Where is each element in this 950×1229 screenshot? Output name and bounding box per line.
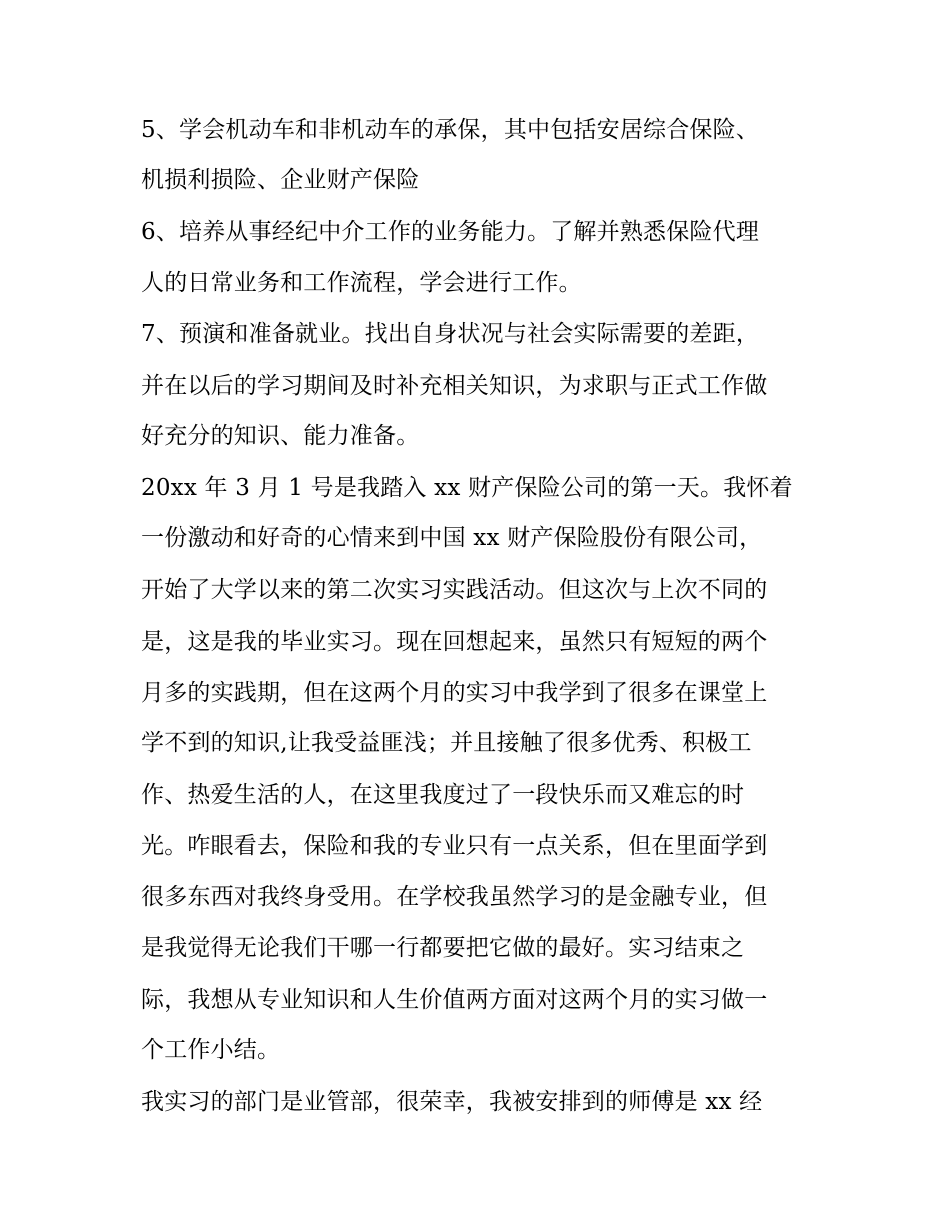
text-line: 是，这是我的毕业实习。现在回想起来，虽然只有短短的两个 <box>141 629 768 655</box>
text-line: 学不到的知识,让我受益匪浅；并且接触了很多优秀、积极工 <box>141 730 752 756</box>
text-line: 很多东西对我终身受用。在学校我虽然学习的是金融专业，但 <box>141 884 768 910</box>
text-line: 人的日常业务和工作流程，学会进行工作。 <box>141 270 582 296</box>
text-line: 月多的实践期，但在这两个月的实习中我学到了很多在课堂上 <box>141 680 768 706</box>
text-line: 作、热爱生活的人，在这里我度过了一段快乐而又难忘的时 <box>141 782 745 808</box>
text-line: 6、培养从事经纪中介工作的业务能力。了解并熟悉保险代理 <box>141 219 760 245</box>
text-line: 光。咋眼看去，保险和我的专业只有一点关系，但在里面学到 <box>141 833 768 859</box>
text-line: 际，我想从专业知识和人生价值两方面对这两个月的实习做一 <box>141 987 768 1013</box>
text-line: 是我觉得无论我们干哪一行都要把它做的最好。实习结束之 <box>141 935 745 961</box>
text-line: 5、学会机动车和非机动车的承保，其中包括安居综合保险、 <box>141 117 760 143</box>
text-line: 7、预演和准备就业。找出自身状况与社会实际需要的差距， <box>141 321 760 347</box>
text-line: 开始了大学以来的第二次实习实践活动。但这次与上次不同的 <box>141 577 768 603</box>
text-line: 好充分的知识、能力准备。 <box>141 423 420 449</box>
text-line: 机损利损险、企业财产保险 <box>141 167 420 193</box>
text-line: 我实习的部门是业管部，很荣幸，我被安排到的师傅是 xx 经 <box>141 1089 763 1115</box>
text-line: 一份激动和好奇的心情来到中国 xx 财产保险股份有限公司， <box>141 525 763 551</box>
text-line: 个工作小结。 <box>141 1037 281 1063</box>
text-line: 并在以后的学习期间及时补充相关知识，为求职与正式工作做 <box>141 373 768 399</box>
text-line: 20xx 年 3 月 1 号是我踏入 xx 财产保险公司的第一天。我怀着 <box>141 475 793 501</box>
